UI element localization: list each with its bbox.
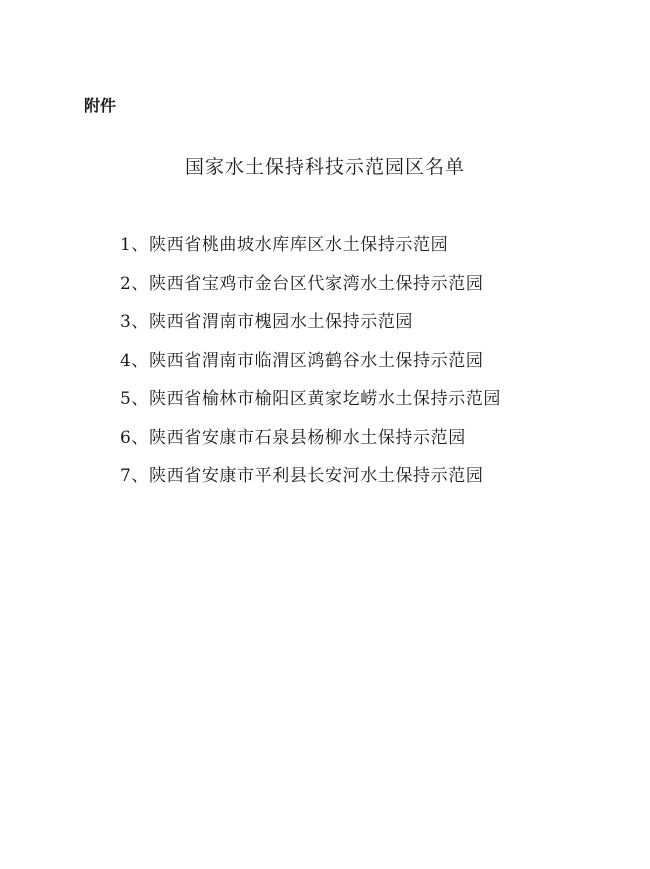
item-text: 陕西省渭南市临渭区鸿鹤谷水土保持示范园 — [149, 350, 484, 371]
item-text: 陕西省渭南市槐园水土保持示范园 — [149, 312, 414, 332]
list-item — [120, 272, 501, 311]
item-number: 3、 — [120, 312, 150, 332]
item-text: 陕西省榆林市榆阳区黄家圪崂水土保持示范园 — [149, 389, 502, 409]
item-number: 5、 — [120, 389, 150, 409]
item-number: 4、 — [120, 350, 150, 371]
item-text: 陕西省安康市石泉县杨柳水土保持示范园 — [149, 427, 466, 448]
item-text: 陕西省宝鸡市金台区代家湾水土保持示范园 — [149, 273, 484, 294]
item-number: 1、 — [120, 235, 150, 255]
item-text: 陕西省桃曲坡水库库区水土保持示范园 — [149, 235, 449, 255]
list-item — [120, 464, 501, 503]
item-text: 陕西省安康市平利县长安河水土保持示范园 — [149, 466, 484, 486]
list-item — [120, 349, 501, 388]
list-item — [120, 387, 501, 426]
attachment-label: 附件 — [84, 96, 117, 115]
list-item — [120, 426, 501, 465]
list-item — [120, 310, 501, 349]
item-number: 6、 — [120, 427, 150, 448]
item-number: 7、 — [120, 466, 150, 486]
item-number: 2、 — [120, 273, 150, 294]
list-item — [120, 233, 501, 272]
document-title: 国家水土保持科技示范园区名单 — [184, 156, 465, 178]
park-list — [120, 233, 501, 503]
